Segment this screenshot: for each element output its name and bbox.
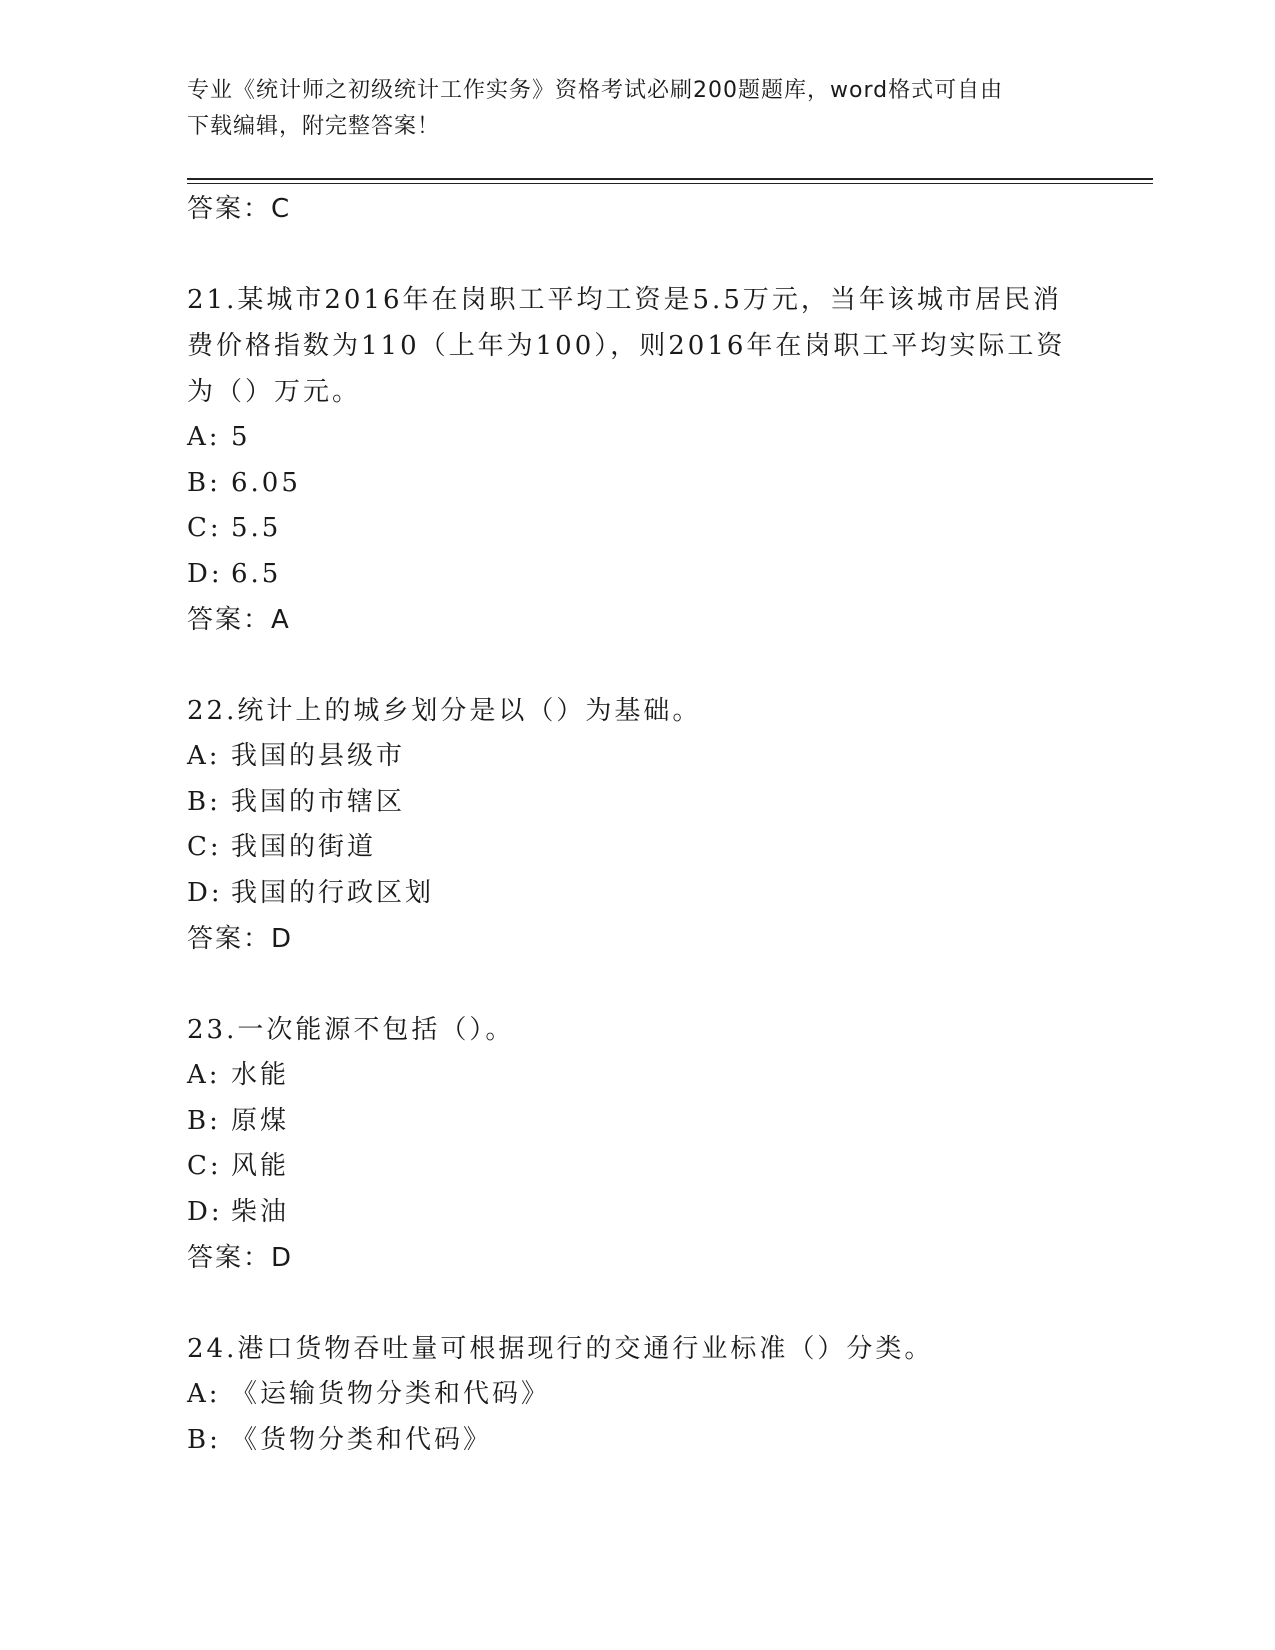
question-text: 21.某城市2016年在岗职工平均工资是5.5万元，当年该城市居民消费价格指数为110（上年为100），则2016年在岗职工平均实际工资为（）万元。 xyxy=(187,285,1066,407)
option-key: C: xyxy=(187,832,222,862)
option-key: A: xyxy=(187,1379,221,1409)
option-value: 6.5 xyxy=(231,558,282,589)
header-divider-thick xyxy=(187,178,1153,180)
option-b xyxy=(187,1099,1067,1145)
option-b xyxy=(187,1418,1067,1464)
option-key: B: xyxy=(187,786,221,817)
answer-line: 答案：D xyxy=(187,924,294,954)
option-key: C: xyxy=(187,1151,222,1181)
header-line-2: 下载编辑，附完整答案！ xyxy=(187,114,441,139)
option-d xyxy=(187,871,1067,917)
option-c xyxy=(187,825,1067,871)
option-d xyxy=(187,552,1067,598)
option-value: 《货物分类和代码》 xyxy=(231,1424,493,1455)
header-divider-thin xyxy=(187,183,1153,184)
document-header xyxy=(187,73,1067,145)
question-text: 23.一次能源不包括（）。 xyxy=(187,1015,515,1045)
option-value: 《运输货物分类和代码》 xyxy=(231,1379,551,1409)
answer-line: 答案：A xyxy=(187,605,291,635)
option-a xyxy=(187,1053,1067,1099)
option-key: D: xyxy=(187,877,223,908)
option-value: 我国的行政区划 xyxy=(231,877,435,908)
question-item xyxy=(187,1326,1067,1463)
option-value: 水能 xyxy=(231,1060,290,1090)
option-key: D: xyxy=(187,1196,223,1227)
option-key: D: xyxy=(187,558,223,589)
option-a xyxy=(187,1372,1067,1418)
option-key: A: xyxy=(187,1060,221,1090)
question-item xyxy=(187,688,1067,962)
question-list xyxy=(187,186,1067,1463)
option-value: 5.5 xyxy=(231,513,282,543)
option-key: A: xyxy=(187,741,221,771)
option-a xyxy=(187,415,1067,461)
option-value: 风能 xyxy=(231,1151,290,1181)
option-value: 柴油 xyxy=(231,1196,290,1227)
question-text: 22.统计上的城乡划分是以（）为基础。 xyxy=(187,696,702,726)
option-value: 我国的县级市 xyxy=(231,741,406,771)
previous-answer: 答案：C xyxy=(187,194,292,224)
option-a xyxy=(187,734,1067,780)
question-item xyxy=(187,1007,1067,1281)
option-c xyxy=(187,506,1067,552)
option-key: C: xyxy=(187,513,222,543)
question-text: 24.港口货物吞吐量可根据现行的交通行业标准（）分类。 xyxy=(187,1334,934,1364)
option-c xyxy=(187,1144,1067,1190)
option-d xyxy=(187,1190,1067,1236)
option-value: 6.05 xyxy=(231,467,301,498)
option-value: 我国的市辖区 xyxy=(231,786,406,817)
option-key: B: xyxy=(187,1424,221,1455)
option-value: 原煤 xyxy=(231,1105,290,1136)
option-key: B: xyxy=(187,1105,221,1136)
header-line-1: 专业《统计师之初级统计工作实务》资格考试必刷200题题库，word格式可自由 xyxy=(187,78,1004,103)
option-key: B: xyxy=(187,467,221,498)
answer-line: 答案：D xyxy=(187,1243,294,1273)
option-b xyxy=(187,780,1067,826)
option-b xyxy=(187,461,1067,507)
question-item xyxy=(187,277,1067,643)
option-key: A: xyxy=(187,422,221,452)
option-value: 我国的街道 xyxy=(231,832,377,862)
option-value: 5 xyxy=(231,422,251,452)
